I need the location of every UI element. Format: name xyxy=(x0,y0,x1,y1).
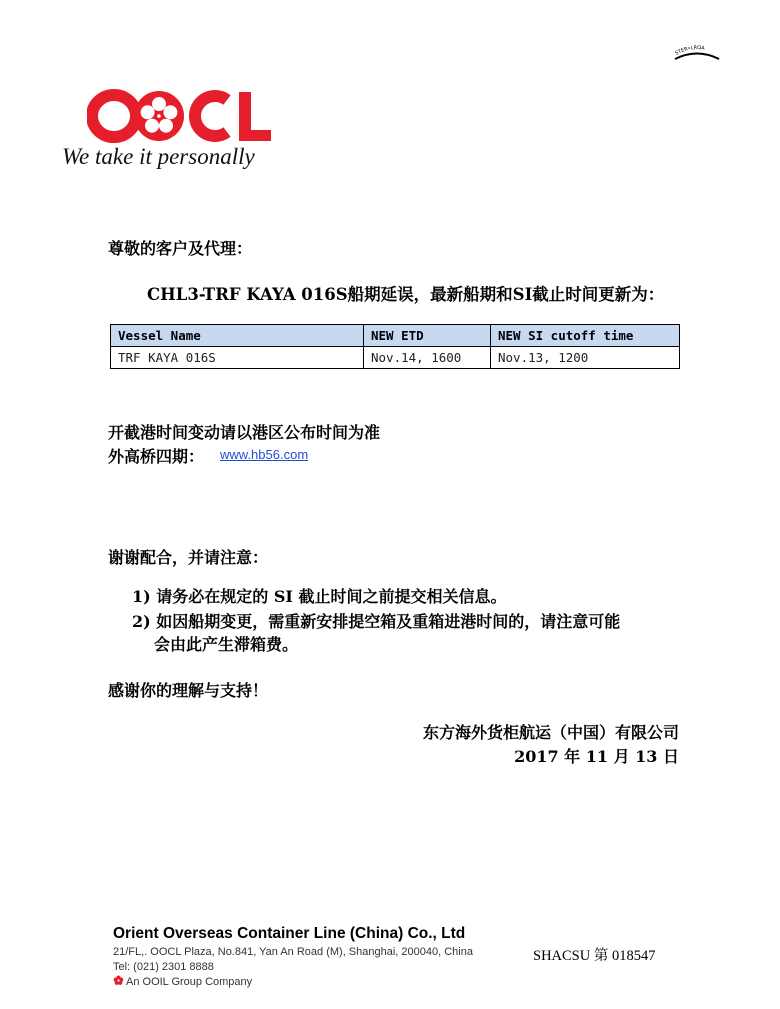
cell-vessel-name: TRF KAYA 016S xyxy=(111,347,364,369)
oocl-logo xyxy=(62,88,302,178)
table-row xyxy=(111,347,680,369)
footer-group xyxy=(113,975,252,989)
signature-company: 东方海外货柜航运（中国）有限公司 xyxy=(422,723,679,742)
oocl-logo-mark xyxy=(87,88,272,144)
headline: CHL3-TRF KAYA 016S船期延误，最新船期和SI截止时间更新为： xyxy=(147,285,665,304)
schedule-table xyxy=(110,324,680,369)
thanks-intro: 谢谢配合，并请注意： xyxy=(108,548,269,567)
signature-date: 2017 年 11 月 13 日 xyxy=(514,747,679,766)
table-header-vessel: Vessel Name xyxy=(111,325,364,347)
greeting: 尊敬的客户及代理： xyxy=(108,239,253,258)
footer-group-text: An OOIL Group Company xyxy=(126,976,253,988)
cell-new-etd: Nov.14, 1600 xyxy=(364,347,491,369)
table-header-etd: NEW ETD xyxy=(364,325,491,347)
footer-company: Orient Overseas Container Line (China) Co., Ltd xyxy=(113,925,466,942)
table-header-si-cutoff: NEW SI cutoff time xyxy=(491,325,680,347)
reference-number: SHACSU 第 018547 xyxy=(533,948,656,964)
plum-blossom-icon xyxy=(113,975,124,989)
table-header-row xyxy=(111,325,680,347)
list-item: 2) 如因船期变更，需重新安排提空箱及重箱进港时间的，请注意可能 xyxy=(132,612,621,631)
terminal-website-link[interactable]: www.hb56.com xyxy=(220,447,309,462)
appreciation: 感谢你的理解与支持！ xyxy=(108,681,269,700)
footer-tel: Tel: (021) 2301 8888 xyxy=(113,961,214,973)
logo-tagline: We take it personally xyxy=(62,144,255,169)
list-item: 1) 请务必在规定的 SI 截止时间之前提交相关信息。 xyxy=(132,587,507,606)
footer-address: 21/FL,. OOCL Plaza, No.841, Yan An Road (M), Shanghai, 200040, China xyxy=(113,946,473,958)
cell-si-cutoff: Nov.13, 1200 xyxy=(491,347,680,369)
certification-mark xyxy=(672,42,722,62)
terminal-label: 外高桥四期： xyxy=(108,447,205,466)
notice-line: 开截港时间变动请以港区公布时间为准 xyxy=(108,423,381,442)
list-item-continuation: 会由此产生滞箱费。 xyxy=(154,635,299,654)
cert-text: STER•LRQA xyxy=(674,44,706,57)
